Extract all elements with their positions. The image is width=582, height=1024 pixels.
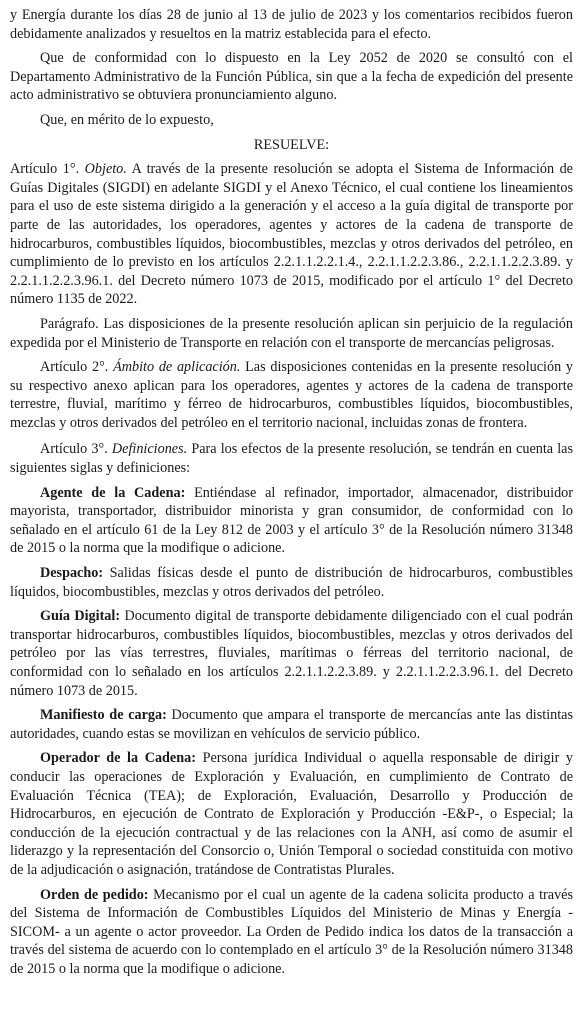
- definition-agente-cadena: [10, 484, 573, 558]
- article-3: [10, 440, 573, 477]
- article-2: [10, 358, 573, 432]
- definition-text: Documento digital de transporte debidamente diligenciado con el cual podrán transportar hidrocarburos, combustibles líquidos, biocombustibles, mezclas y otros derivados del petróleo por las vías terrestres, fluviales, marítimas o férreas del territorio nacional, de conformidad con lo señalado en los artículos 2.2.1.1.2.2.3.89. y 2.2.1.1.2.2.3.96.1. del Decreto número 1073 de 2015.: [10, 608, 573, 699]
- definition-text: Persona jurídica Individual o aquella responsable de dirigir y conducir las operaciones de Exploración y Evaluación, en cumplimiento de Contrato de Evaluación Técnica (TEA); de Exploración, Evaluación, Desarrollo y Producción de Hidrocarburos, en ejecución de Contrato de Exploración y Producción -E&P-, o Especial; la conducción de la ejecución contractual y de las relaciones con la ANH, así como de asumir el liderazgo y la representación del Consorcio o, Unión Temporal o sociedad constituida con motivo de la adjudicación o asignación, tratándose de Contratistas Plurales.: [10, 750, 574, 878]
- definition-manifiesto-carga: [10, 706, 573, 743]
- definition-orden-pedido: [10, 886, 573, 979]
- definition-term: Despacho:: [40, 565, 104, 582]
- definition-term: Operador de la Cadena:: [40, 750, 196, 767]
- definition-text: Mecanismo por el cual un agente de la cadena solicita producto a través del Sistema de Información de Combustibles Líquidos del Ministerio de Minas y Energía -SICOM- a un agente o actor proveedor. La Orden de Pedido indica los datos de la transacción a través del sistema de acuerdo con lo contemplado en el artículo 3° de la Resolución número 31348 de 2015 o la norma que la modifique o adicione.: [10, 886, 573, 977]
- definition-term: Orden de pedido:: [40, 886, 149, 903]
- article-1: [10, 160, 573, 309]
- article-1-number: Artículo 1°.: [10, 161, 80, 178]
- paragraph-continuation: y Energía durante los días 28 de junio al 13 de julio de 2023 y los comentarios recibidos fueron debidamente analizados y resueltos en la matriz establecida para el efecto.: [10, 7, 573, 42]
- article-2-body: Las disposiciones contenidas en la presente resolución y su respectivo anexo aplican para los operadores, agentes y actores de la cadena de transporte terrestre, fluvial, marítimo y férreo de hidrocarburos, combustibles líquidos, biocombustibles, mezclas y otros derivados del petróleo en el territorio nacional, incluidas zonas de frontera.: [10, 359, 574, 431]
- definition-despacho: [10, 564, 573, 601]
- definition-operador-cadena: [10, 749, 573, 879]
- article-3-title: Definiciones.: [111, 441, 188, 458]
- article-1-body: A través de la presente resolución se adopta el Sistema de Información de Guías Digitales (SIGDI) en adelante SIGDI y el Anexo Técnico, el cual contiene los lineamientos para el uso de este sistema dirigido a la generación y el acceso a la guía digital de transporte por parte de las autoridades, los operadores, agentes y actores de la cadena de transporte de hidrocarburos, combustibles líquidos, biocombustibles, mezclas y otros derivados del petróleo, en cumplimiento de lo previsto en los artículos 2.2.1.1.2.2.1.4., 2.2.1.1.2.2.3.86., 2.2.1.1.2.2.3.89. y 2.2.1.1.2.2.3.96.1. del Decreto número 1073 de 2015, modificado por el artículo 1° del Decreto número 1135 de 2022.: [10, 161, 573, 308]
- article-2-title: Ámbito de aplicación.: [113, 359, 241, 376]
- article-2-number: Artículo 2°.: [40, 359, 109, 376]
- definition-guia-digital: [10, 607, 573, 700]
- article-1-title: Objeto.: [84, 161, 127, 178]
- definition-text: Documento que ampara el transporte de mercancías ante las distintas autoridades, cuando estas se movilizan en vehículos de servicio público.: [10, 707, 573, 742]
- article-3-number: Artículo 3°.: [40, 441, 108, 458]
- paragraph-paragrafo: Parágrafo. Las disposiciones de la presente resolución aplican sin perjuicio de la regulación expedida por el Ministerio de Transporte en relación con el transporte de mercancías peligrosas.: [10, 315, 573, 351]
- heading-resuelve: RESUELVE:: [253, 136, 330, 153]
- definition-text: Entiéndase al refinador, importador, almacenador, distribuidor mayorista, transportador, distribuidor minorista y gran consumidor, de conformidad con lo señalado en el artículo 61 de la Ley 812 de 2003 y el artículo 3° de la Resolución número 31348 de 2015 o la norma que la modifique o adicione.: [10, 484, 573, 557]
- definition-term: Manifiesto de carga:: [40, 707, 167, 724]
- paragraph-merito: Que, en mérito de lo expuesto,: [40, 111, 214, 128]
- definition-term: Agente de la Cadena:: [40, 484, 186, 501]
- definition-term: Guía Digital:: [40, 608, 121, 625]
- article-3-body: Para los efectos de la presente resolución, se tendrán en cuenta las siguientes siglas y definiciones:: [10, 441, 573, 477]
- definition-text: Salidas físicas desde el punto de distribución de hidrocarburos, combustibles líquidos, biocombustibles, mezclas y otros derivados del petróleo.: [10, 565, 574, 600]
- paragraph-consulta: Que de conformidad con lo dispuesto en la Ley 2052 de 2020 se consultó con el Departamento Administrativo de la Función Pública, sin que a la fecha de expedición del presente acto administrativo se obtuviera pronunciamiento alguno.: [10, 50, 573, 104]
